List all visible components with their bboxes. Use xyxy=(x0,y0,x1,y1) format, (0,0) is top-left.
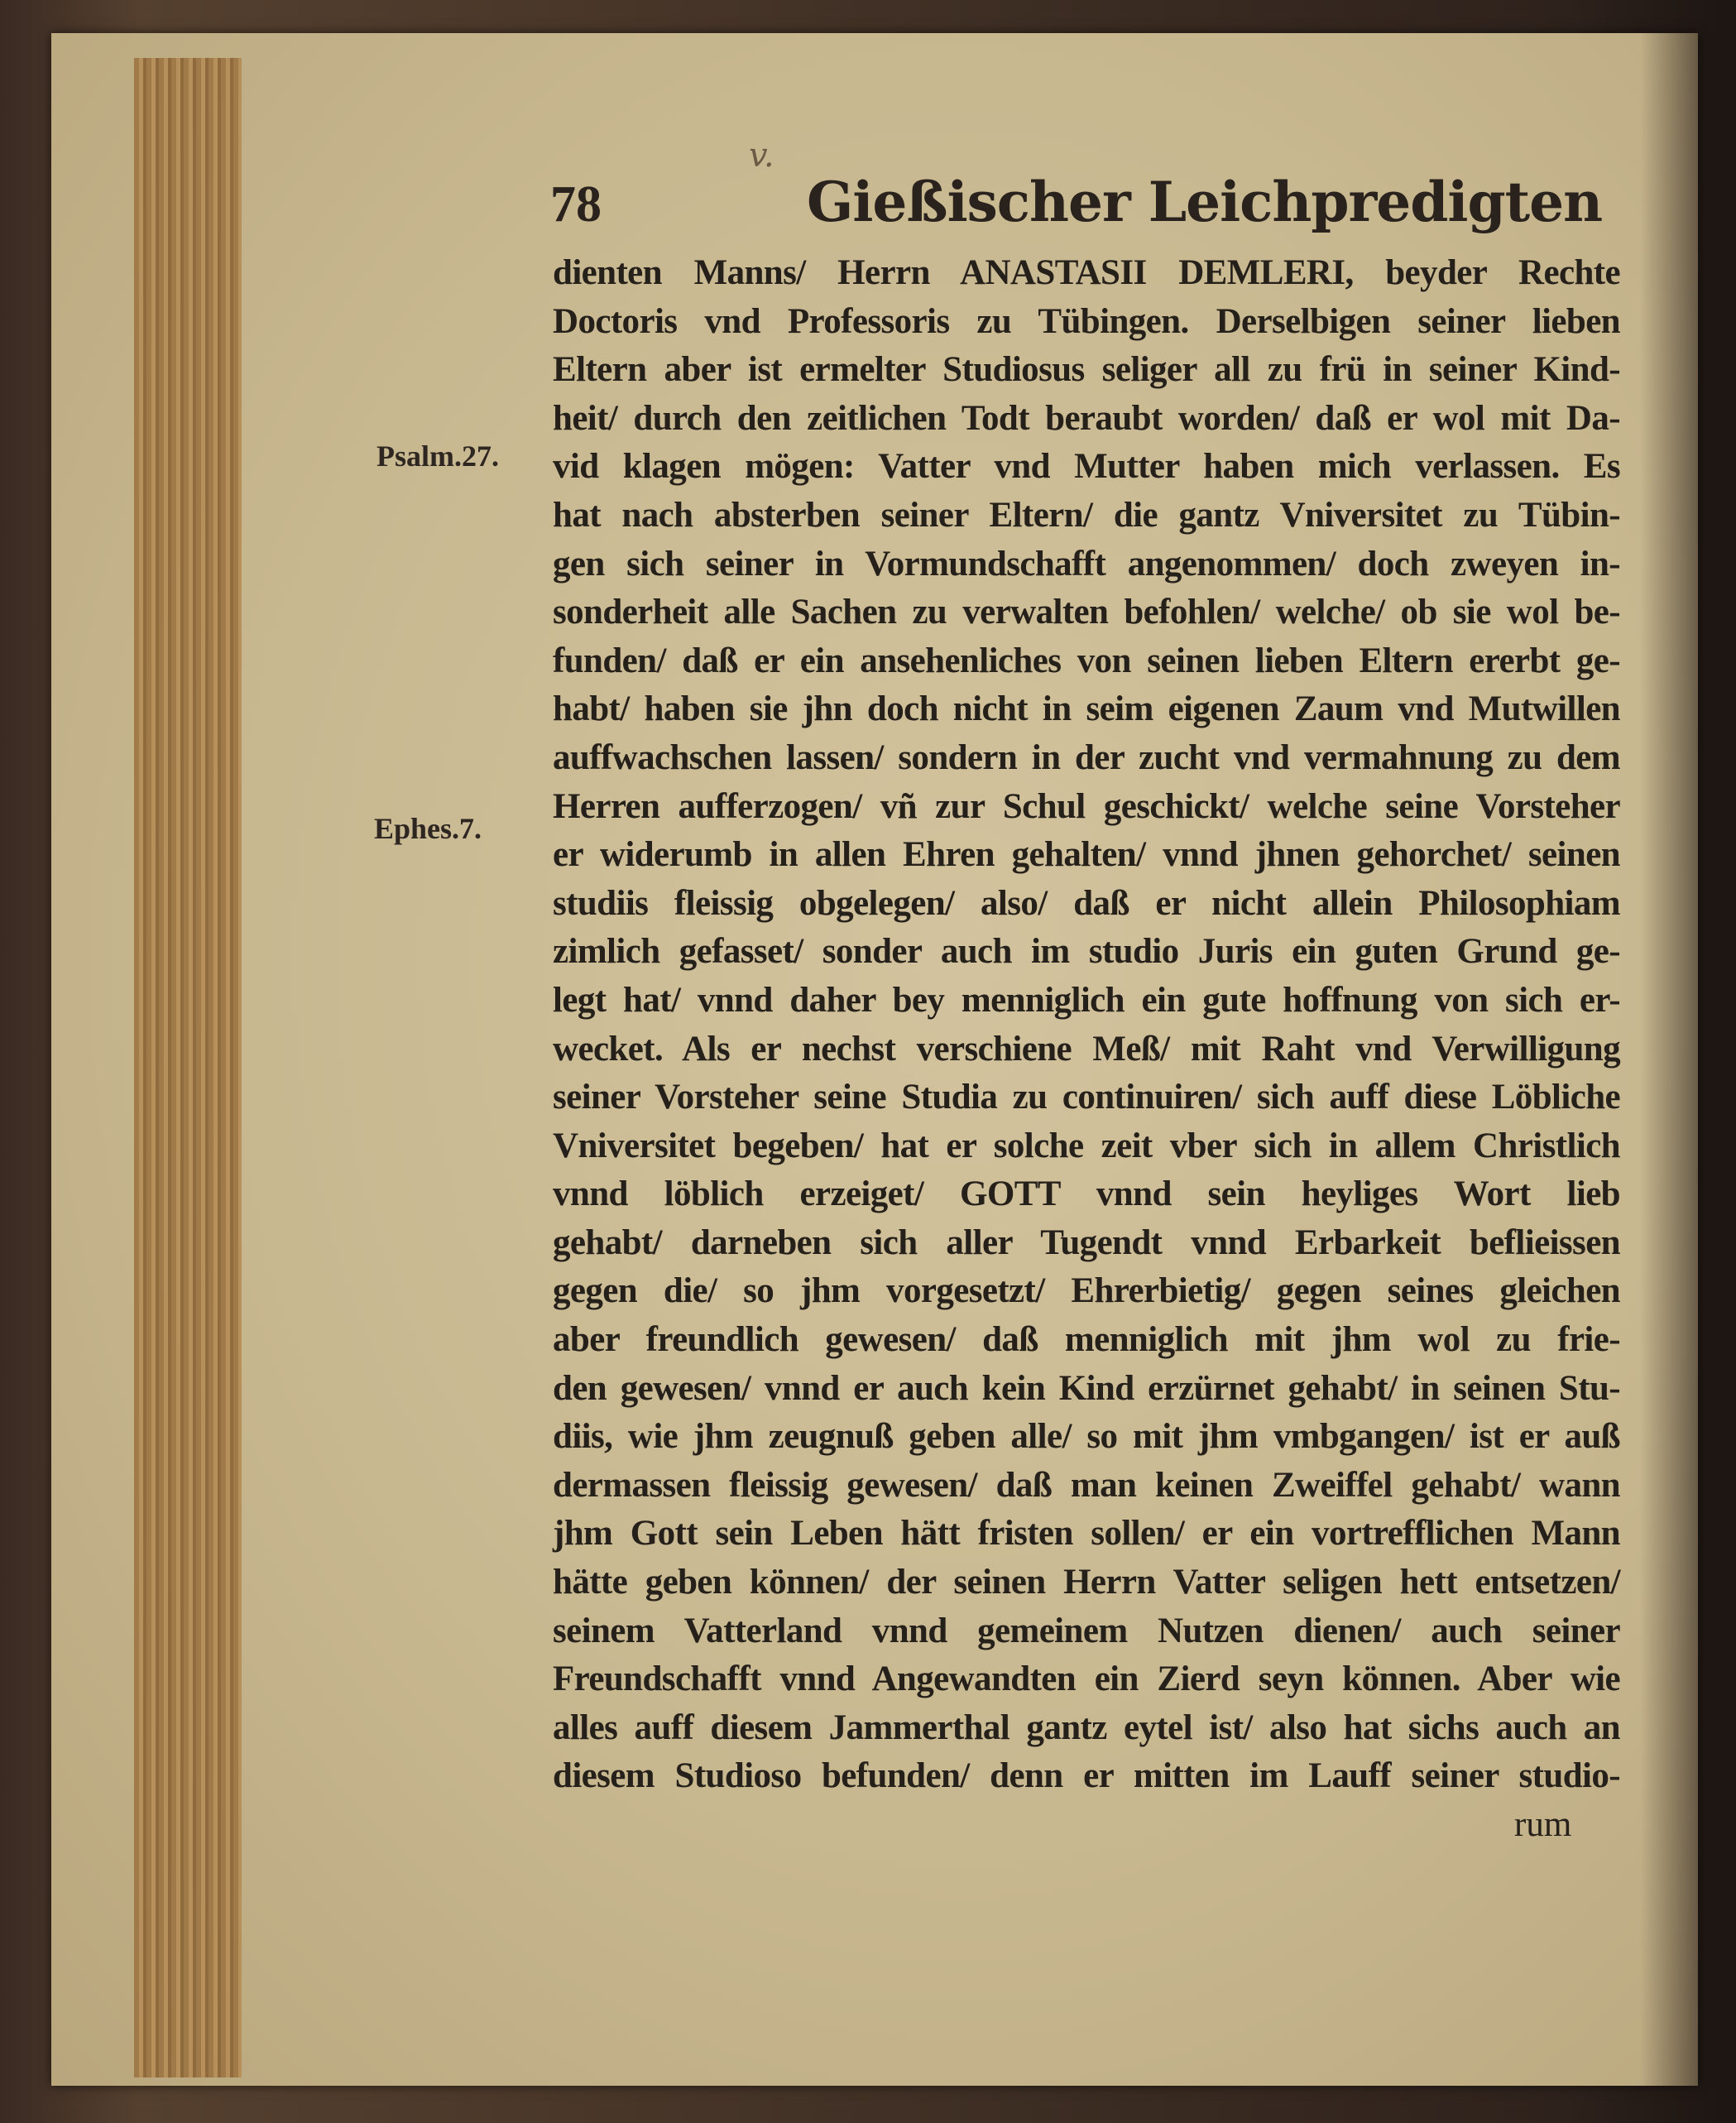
text-line: Herren aufferzogen/ vñ zur Schul geschickt/ welche seine Vorsteher xyxy=(553,786,1620,826)
catchword: rum xyxy=(1514,1805,1572,1844)
text-line: jhm Gott sein Leben hätt fristen sollen/ er ein vortrefflichen Mann xyxy=(553,1514,1620,1554)
page-number: 78 xyxy=(550,176,602,233)
text-line: funden/ daß er ein ansehenliches von seinen lieben Eltern ererbt ge- xyxy=(553,641,1620,680)
text-line: sonderheit alle Sachen zu verwalten befohlen/ welche/ ob sie wol be- xyxy=(553,593,1620,632)
text-line: Doctoris vnd Professoris zu Tübingen. Derselbigen seiner lieben xyxy=(553,301,1620,341)
text-line: studiis fleissig obgelegen/ also/ daß er nicht allein Philosophiam xyxy=(553,883,1620,923)
margin-note-psalm: Psalm.27. xyxy=(376,439,499,473)
text-line: diesem Studioso befunden/ denn er mitten im Lauff seiner studio- xyxy=(553,1756,1620,1796)
text-line: dermassen fleissig gewesen/ daß man keinen Zweiffel gehabt/ wann xyxy=(553,1465,1620,1505)
handwritten-mark: v. xyxy=(749,137,774,175)
binding-gutter xyxy=(1640,33,1698,2086)
text-line: seiner Vorsteher seine Studia zu continuiren/ sich auff diese Löbliche xyxy=(553,1078,1620,1117)
text-line: aber freundlich gewesen/ daß menniglich mit jhm wol zu frie- xyxy=(553,1320,1620,1360)
margin-note-ephes: Ephes.7. xyxy=(374,812,482,845)
body-text xyxy=(553,252,1620,1804)
text-line: habt/ haben sie jhn doch nicht in seim eigenen Zaum vnd Mutwillen xyxy=(553,689,1620,729)
text-line: wecket. Als er nechst verschiene Meß/ mit Raht vnd Verwilligung xyxy=(553,1029,1620,1069)
text-line: gen sich seiner in Vormundschafft angenommen/ doch zweyen in- xyxy=(553,544,1620,584)
text-line: zimlich gefasset/ sonder auch im studio Juris ein guten Grund ge- xyxy=(553,932,1620,972)
text-line: er widerumb in allen Ehren gehalten/ vnnd jhnen gehorchet/ seinen xyxy=(553,835,1620,875)
text-line: diis, wie jhm zeugnuß geben alle/ so mit jhm vmbgangen/ ist er auß xyxy=(553,1417,1620,1457)
text-line: alles auff diesem Jammerthal gantz eytel ist/ also hat sichs auch an xyxy=(553,1708,1620,1747)
page-edges xyxy=(134,58,242,2077)
text-line: vid klagen mögen: Vatter vnd Mutter haben mich verlassen. Es xyxy=(553,447,1620,487)
text-line: hätte geben können/ der seinen Herrn Vatter seligen hett entsetzen/ xyxy=(553,1563,1620,1602)
text-line: seinem Vatterland vnnd gemeinem Nutzen dienen/ auch seiner xyxy=(553,1611,1620,1650)
text-line: Eltern aber ist ermelter Studiosus seliger all zu frü in seiner Kind- xyxy=(553,350,1620,390)
text-line: Vniversitet begeben/ hat er solche zeit vber sich in allem Christlich xyxy=(553,1126,1620,1165)
text-line: auffwachschen lassen/ sondern in der zucht vnd vermahnung zu dem xyxy=(553,737,1620,777)
text-line: gegen die/ so jhm vorgesetzt/ Ehrerbietig/ gegen seines gleichen xyxy=(553,1271,1620,1311)
text-line: gehabt/ darneben sich aller Tugendt vnnd Erbarkeit beflieissen xyxy=(553,1222,1620,1262)
text-line: heit/ durch den zeitlichen Todt beraubt worden/ daß er wol mit Da- xyxy=(553,398,1620,438)
text-line: dienten Manns/ Herrn ANASTASII DEMLERI, beyder Rechte xyxy=(553,253,1620,292)
running-title: Gießischer Leichpredigten xyxy=(807,170,1603,234)
text-line: Freundschafft vnnd Angewandten ein Zierd seyn können. Aber wie xyxy=(553,1659,1620,1699)
text-line: hat nach absterben seiner Eltern/ die gantz Vniversitet zu Tübin- xyxy=(553,495,1620,535)
text-line: den gewesen/ vnnd er auch kein Kind erzürnet gehabt/ in seinen Stu- xyxy=(553,1368,1620,1408)
text-line: vnnd löblich erzeiget/ GOTT vnnd sein heyliges Wort lieb xyxy=(553,1174,1620,1214)
text-line: legt hat/ vnnd daher bey menniglich ein gute hoffnung von sich er- xyxy=(553,980,1620,1020)
